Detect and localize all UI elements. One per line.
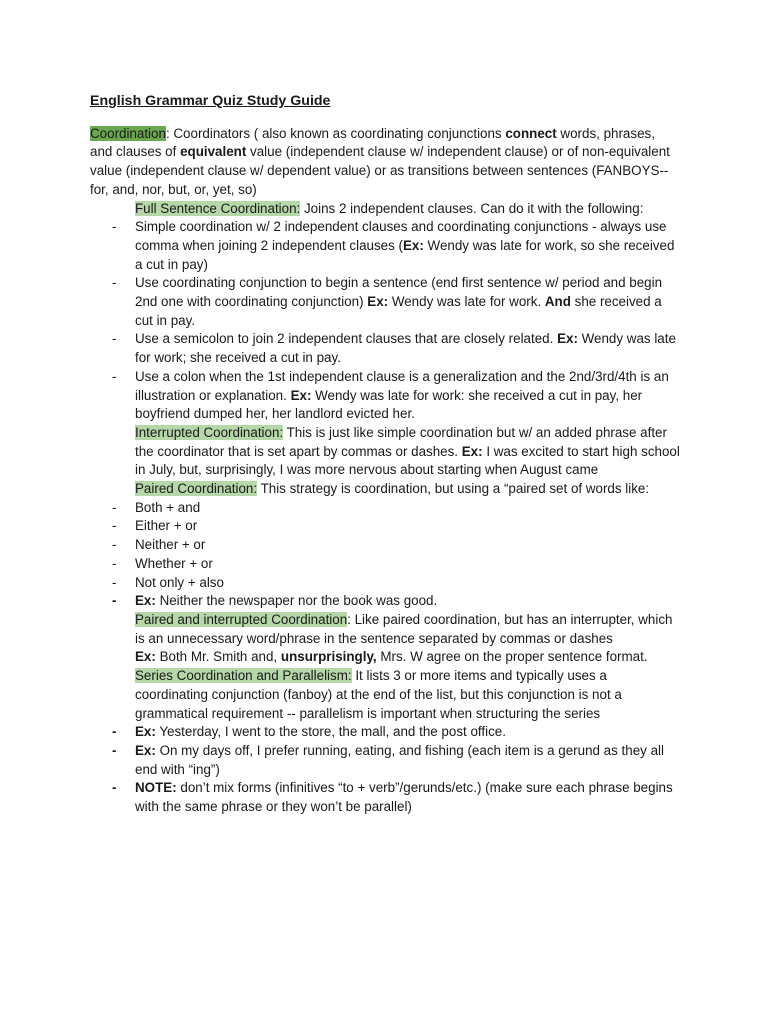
text: It lists 3 or more items and typically uses a coordinating conjunction (fanboy) at the end of the list, but this conjunction is not a grammatical requirement -- parallelism is important when structuring the series [135,668,622,721]
text: Either + or [135,518,198,534]
text: don’t mix forms (infinitives “to + verb”/gerunds/etc.) (make sure each phrase begins with the same phrase or they won’t be parallel) [135,780,673,815]
text: Both Mr. Smith and, [155,649,281,665]
paired-interrupted-term: Paired and interrupted Coordination [135,611,348,627]
list-item [90,274,680,330]
list-item [90,499,680,518]
list-item [90,742,680,779]
list-item [90,330,680,367]
bold-text: Ex: [557,331,578,347]
text: Wendy was late for work. [388,294,545,310]
list-item [90,779,680,816]
bold-text: Ex: [461,443,483,459]
list-item [90,368,680,424]
paired-term: Paired Coordination: [135,481,258,497]
text: Use a colon when the 1st independent clause is a generalization and the 2nd/3rd/4th is an illustration or explanation. [135,368,669,403]
paired-interrupted-paragraph [90,611,680,648]
text: Use coordinating conjunction to begin a sentence (end first sentence w/ period and begin 2nd one with coordinating conjunction) [135,275,663,310]
list-item [90,218,680,274]
dash-bullet: - [112,593,117,609]
bold-text: Ex: [135,724,156,740]
text: This strategy is coordination, but using a “paired set of words like: [257,481,650,497]
list-item [90,592,680,611]
document [90,92,680,817]
text: Wendy was late for work; she received a cut in pay. [135,331,676,366]
list-item [90,536,680,555]
bold-text: And [544,294,571,310]
text: Wendy was late for work, so she received a cut in pay) [135,237,675,272]
dash-bullet: - [112,537,117,553]
bold-text: Ex: [367,294,389,310]
text: Joins 2 independent clauses. Can do it with the following: [300,200,644,216]
text: Simple coordination w/ 2 independent clauses and coordinating conjunctions - always use comma when joining 2 independent clauses ( [135,219,667,253]
interrupted-paragraph [90,424,680,480]
dash-bullet: - [112,499,117,515]
series-term: Series Coordination and Parallelism: [135,668,352,684]
text: she received a cut in pay. [135,294,662,328]
text: Yesterday, I went to the store, the mall, and the post office. [155,724,506,740]
list-item [90,574,680,593]
dash-bullet: - [112,518,117,534]
list-item [90,555,680,574]
text: : Coordinators ( also known as coordinating conjunctions [165,125,506,141]
list-item [90,517,680,536]
dash-bullet: - [112,780,117,796]
text: Neither the newspaper nor the book was good. [155,593,438,609]
bold-text: NOTE: [135,780,177,796]
list-item [90,723,680,742]
bold-text: Ex: [402,237,424,253]
full-sentence-heading [90,200,680,219]
dash-bullet: - [112,555,117,571]
dash-bullet: - [112,275,117,291]
text: Whether + or [135,555,213,571]
paired-interrupted-example [90,648,680,667]
dash-bullet: - [112,331,117,347]
bold-text: Ex: [135,742,156,758]
text: : Like paired coordination, but has an interrupter, which is an unnecessary word/phrase in the sentence separated by commas or dashes [135,611,673,646]
text: Mrs. W agree on the proper sentence format. [376,649,648,665]
text: Neither + or [135,537,206,553]
text: Not only + also [135,574,224,590]
series-paragraph [90,667,680,723]
text: This is just like simple coordination but w/ an added phrase after the coordinator that is set apart by commas or dashes. [135,424,667,459]
text: On my days off, I prefer running, eating, and fishing (each item is a gerund as they all end with “ing”) [135,742,664,777]
full-sentence-term: Full Sentence Coordination: [135,200,301,216]
bold-text: Ex: [135,593,156,609]
text: value (independent clause w/ independent clause) or of non-equivalent value (independent clause w/ dependent value) or as transitions between sentences (FANBOYS-- for, and, nor, but, or, yet, so) [90,144,670,197]
dash-bullet: - [112,724,117,740]
text: Wendy was late for work: she received a cut in pay, her boyfriend dumped her, her landlord evicted her. [135,387,643,422]
text: Use a semicolon to join 2 independent clauses that are closely related. [135,331,558,347]
dash-bullet: - [112,219,117,235]
coordination-paragraph [90,125,680,200]
coordination-term: Coordination [90,125,166,141]
bold-text: equivalent [180,144,247,160]
document-title: English Grammar Quiz Study Guide [90,93,331,109]
dash-bullet: - [112,574,117,590]
bold-text: Ex: [135,649,156,665]
bold-text: Ex: [290,387,312,403]
interrupted-term: Interrupted Coordination: [135,424,284,440]
bold-text: unsurprisingly, [280,649,377,665]
text: I was excited to start high school in July, but, surprisingly, I was more nervous about starting when August came [135,443,680,478]
dash-bullet: - [112,742,117,758]
text: Both + and [135,499,201,515]
bold-text: connect [505,125,557,141]
dash-bullet: - [112,368,117,384]
text: words, phrases, and clauses of [90,125,655,160]
paired-heading [90,480,680,499]
